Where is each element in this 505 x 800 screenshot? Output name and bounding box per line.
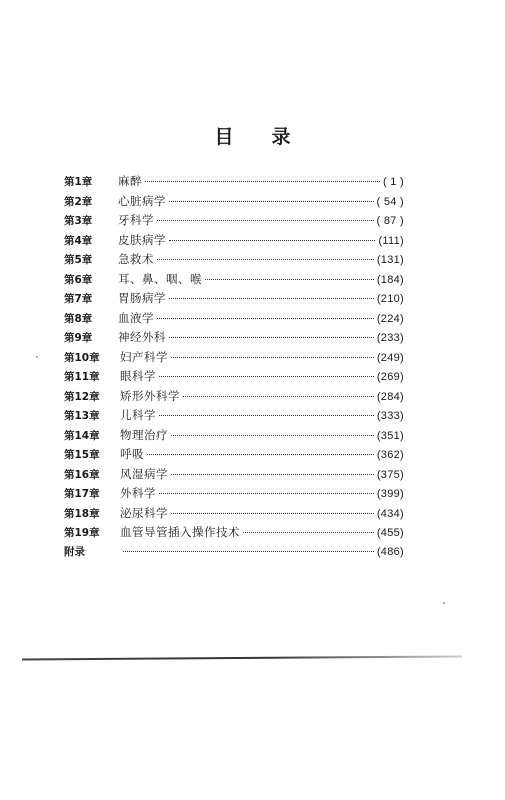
- toc-leader-dots: [169, 240, 375, 241]
- toc-entry: [64, 290, 404, 310]
- toc-leader-dots: [171, 435, 374, 436]
- toc-leader-dots: [171, 474, 374, 475]
- toc-chapter-title: 神经外科: [118, 330, 166, 344]
- toc-entry: [64, 388, 404, 408]
- toc-chapter-number: 第15章: [64, 449, 100, 461]
- toc-entry: [64, 173, 404, 193]
- toc-chapter-title: 泌尿科学: [120, 505, 168, 520]
- toc-entry: [64, 232, 404, 252]
- toc-chapter-number: 第6章: [64, 273, 93, 286]
- toc-chapter-number: 第2章: [64, 195, 93, 208]
- toc-chapter-number: 第11章: [64, 371, 100, 383]
- toc-chapter-title: 牙科学: [118, 213, 154, 227]
- toc-chapter-number: 第13章: [64, 410, 100, 422]
- title-char-2: 录: [271, 126, 291, 148]
- toc-entry: [64, 427, 404, 447]
- toc-chapter-title: 矫形外科学: [120, 388, 180, 403]
- toc-chapter-title: 风湿病学: [120, 466, 168, 481]
- toc-page-number: (486): [376, 545, 404, 558]
- toc-entry: [64, 251, 404, 271]
- toc-chapter-number: 第4章: [64, 234, 93, 247]
- speck: [36, 356, 38, 358]
- toc-chapter-number: 第18章: [64, 507, 100, 520]
- toc-entry: [64, 212, 404, 232]
- toc-chapter-title: 皮肤病学: [118, 232, 166, 247]
- toc-page-number: (362): [376, 449, 404, 461]
- toc-chapter-title: 麻醉: [118, 174, 142, 188]
- toc-entry: [64, 524, 404, 544]
- toc-chapter-title: 耳、鼻、咽、喉: [118, 271, 202, 286]
- toc-leader-dots: [171, 513, 374, 514]
- toc-chapter-title: 物理治疗: [120, 427, 168, 442]
- toc-page-number: (249): [376, 351, 404, 364]
- toc-page-number: (284): [376, 390, 404, 403]
- toc-chapter-title: 心脏病学: [118, 193, 166, 208]
- table-of-contents: [64, 173, 404, 563]
- toc-entry: [64, 310, 404, 330]
- toc-chapter-number: 附录: [64, 545, 85, 558]
- toc-chapter-title: 妇产科学: [120, 349, 168, 364]
- toc-chapter-number: 第8章: [64, 312, 93, 325]
- toc-page-number: (184): [376, 273, 404, 286]
- toc-chapter-number: 第10章: [64, 351, 100, 364]
- toc-chapter-number: 第12章: [64, 390, 100, 403]
- toc-page-number: (434): [376, 507, 404, 520]
- toc-entry: [64, 505, 404, 525]
- toc-chapter-title: 眼科学: [120, 369, 156, 383]
- toc-entry: [64, 193, 404, 213]
- toc-entry: [64, 271, 404, 291]
- toc-page-number: (111): [378, 234, 404, 247]
- page-title: [0, 122, 505, 149]
- toc-entry: [64, 544, 404, 564]
- toc-chapter-title: 外科学: [120, 486, 156, 500]
- toc-chapter-number: 第16章: [64, 468, 100, 481]
- toc-chapter-title: 急救术: [118, 252, 154, 266]
- toc-leader-dots: [157, 318, 374, 319]
- toc-leader-dots: [145, 181, 380, 182]
- toc-chapter-number: 第17章: [64, 488, 100, 500]
- toc-chapter-title: 血管导管插入操作技术: [120, 525, 240, 539]
- toc-chapter-number: 第1章: [64, 176, 93, 188]
- toc-leader-dots: [157, 220, 374, 221]
- toc-entry: [64, 368, 404, 388]
- toc-chapter-number: 第7章: [64, 293, 93, 305]
- toc-chapter-number: 第19章: [64, 527, 100, 539]
- toc-leader-dots: [243, 532, 374, 533]
- toc-page-number: (375): [376, 468, 404, 481]
- toc-entry: [64, 446, 404, 466]
- toc-leader-dots: [123, 551, 374, 552]
- toc-chapter-number: 第5章: [64, 254, 93, 266]
- toc-page-number: (269): [376, 371, 404, 383]
- toc-page-number: (399): [376, 488, 404, 500]
- toc-page-number: (131): [376, 254, 404, 266]
- toc-leader-dots: [205, 279, 374, 280]
- toc-leader-dots: [157, 259, 374, 260]
- toc-leader-dots: [159, 415, 374, 416]
- toc-entry: [64, 349, 404, 369]
- toc-chapter-title: 儿科学: [120, 408, 156, 422]
- toc-page-number: (210): [376, 293, 404, 305]
- toc-chapter-title: 血液学: [118, 310, 154, 325]
- toc-leader-dots: [183, 396, 374, 397]
- toc-leader-dots: [171, 357, 374, 358]
- toc-page-number: ( 1 ): [382, 176, 404, 188]
- toc-leader-dots: [147, 454, 374, 455]
- toc-leader-dots: [169, 298, 374, 299]
- toc-page-number: ( 87 ): [376, 215, 404, 227]
- toc-entry: [64, 485, 404, 505]
- bottom-rule: [22, 655, 462, 660]
- toc-leader-dots: [169, 201, 374, 202]
- toc-leader-dots: [169, 337, 374, 338]
- toc-leader-dots: [159, 493, 374, 494]
- toc-chapter-number: 第9章: [64, 332, 93, 344]
- toc-page-number: (351): [376, 429, 404, 442]
- toc-chapter-number: 第3章: [64, 215, 93, 227]
- toc-entry: [64, 466, 404, 486]
- speck: [443, 602, 445, 604]
- toc-chapter-title: 呼吸: [120, 447, 144, 461]
- toc-page-number: (233): [376, 332, 404, 344]
- toc-page-number: (455): [376, 527, 404, 539]
- toc-leader-dots: [159, 376, 374, 377]
- title-char-1: 目: [214, 126, 234, 148]
- toc-entry: [64, 407, 404, 427]
- toc-chapter-title: 胃肠病学: [118, 291, 166, 305]
- toc-entry: [64, 329, 404, 349]
- toc-page-number: (333): [376, 410, 404, 422]
- toc-page-number: ( 54 ): [376, 195, 404, 208]
- toc-page-number: (224): [376, 312, 404, 325]
- toc-chapter-number: 第14章: [64, 429, 100, 442]
